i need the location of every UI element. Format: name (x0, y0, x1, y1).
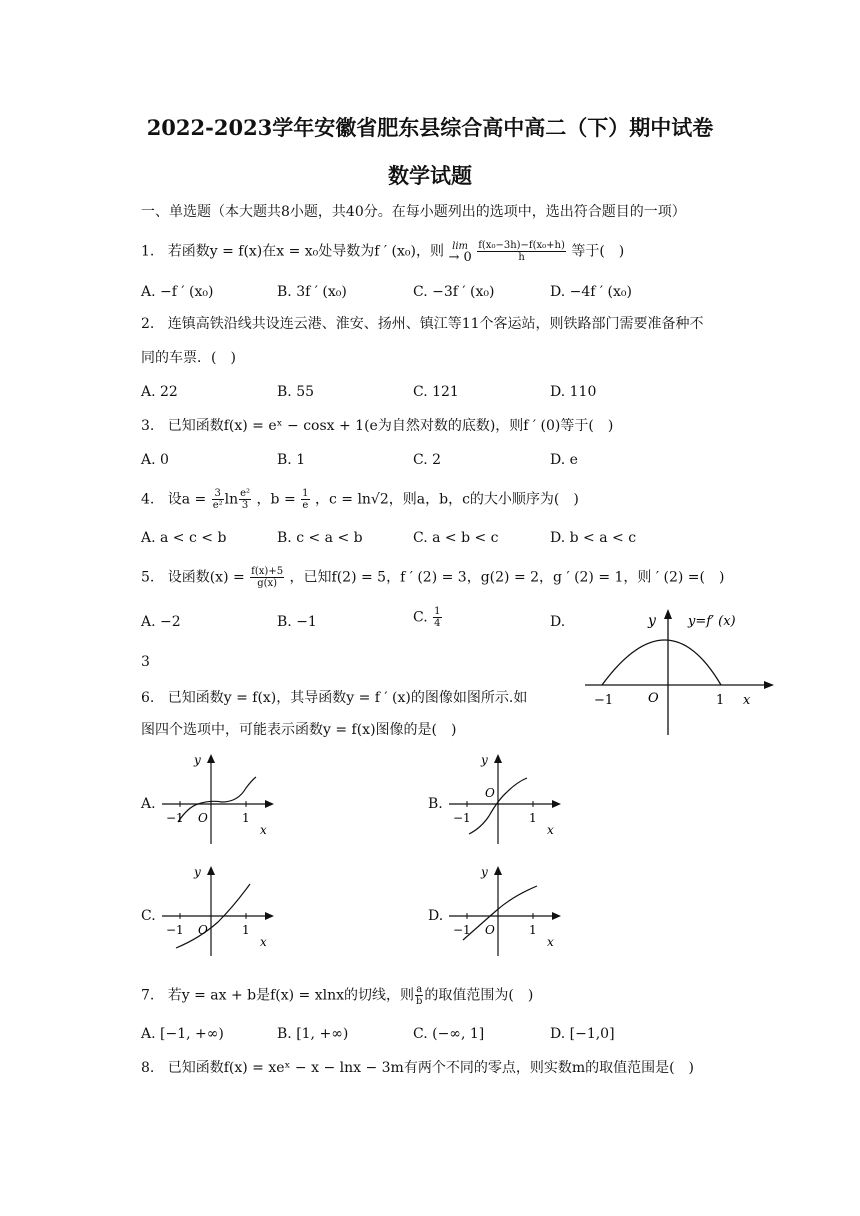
fraction: $\frac{1}{e}$ (302, 488, 309, 511)
question-stem: 已知函数f(x) = eˣ − cosx + 1(e为自然对数的底数)，则f ′ (0)等于( ) (167, 418, 614, 434)
option-c[interactable]: C. (−∞, 1] (413, 1026, 485, 1042)
question-number: 3. (141, 418, 155, 434)
option-b[interactable]: B. −1 (277, 614, 317, 630)
option-d[interactable]: D. (550, 614, 566, 630)
ln-symbol: ln (224, 491, 239, 508)
option-a[interactable]: A. 0 (141, 452, 169, 468)
option-a[interactable]: A. −2 (141, 614, 181, 630)
question-4 (141, 488, 579, 511)
function-label: y=f′ (x) (688, 614, 736, 629)
question-3 (141, 416, 613, 436)
question-stem: 若函数y = f(x)在x = x₀处导数为f ′ (x₀)，则 (167, 243, 444, 260)
svg-text:−1: −1 (166, 811, 184, 825)
svg-text:−1: −1 (453, 811, 471, 825)
option-b[interactable]: B. c < a < b (277, 530, 363, 546)
svg-text:O: O (198, 923, 208, 937)
svg-text:O: O (485, 923, 495, 937)
option-b[interactable]: B. 1 (277, 452, 306, 468)
fraction: $\frac{f(x)+5}{g(x)}$ (251, 566, 284, 589)
question-stem: ，b = (256, 491, 296, 508)
fraction: $\frac{a}{b}$ (416, 984, 423, 1007)
question-stem-continued: 图四个选项中，可能表示函数y = f(x)图像的是( ) (141, 722, 457, 738)
option-d[interactable]: D. (428, 908, 444, 924)
option-d[interactable]: D. b < a < c (550, 530, 637, 546)
question-stem-tail: 的取值范围为( ) (424, 987, 534, 1004)
question-stem: 已知函数f(x) = xeˣ − x − lnx − 3m有两个不同的零点，则实数m的取值范围是( ) (167, 1060, 695, 1076)
question-number: 6. (141, 690, 155, 706)
question-number: 4. (141, 491, 155, 508)
question-stem-tail: 等于( ) (571, 243, 625, 260)
fraction: $\frac{\text{f(x₀−3h)−f(x₀+h)}}{h}$ (478, 240, 565, 263)
option-c[interactable]: C. a < b < c (413, 530, 499, 546)
option-d-value: 3 (141, 654, 150, 670)
y-axis-label: y (648, 613, 656, 629)
svg-text:1: 1 (529, 923, 537, 937)
svg-text:1: 1 (529, 811, 537, 825)
x-axis-label: x (743, 693, 751, 708)
svg-text:y: y (194, 865, 201, 879)
question-6 (141, 688, 527, 708)
limit-expression: lim → 0 (448, 240, 472, 265)
exam-title: 2022-2023学年安徽省肥东县综合高中高二（下）期中试卷 (146, 115, 714, 140)
svg-text:1: 1 (242, 923, 250, 937)
derivative-graph (580, 605, 780, 740)
svg-text:x: x (260, 823, 267, 837)
question-stem-continued: 同的车票．( ) (141, 350, 236, 366)
svg-text:x: x (547, 935, 554, 949)
exam-subtitle: 数学试题 (388, 163, 472, 188)
svg-text:O: O (198, 811, 208, 825)
question-number: 8. (141, 1060, 155, 1076)
svg-text:1: 1 (242, 811, 250, 825)
option-c[interactable]: C. 2 (413, 452, 442, 468)
question-2 (141, 314, 704, 334)
question-stem: 设a = (167, 491, 207, 508)
question-number: 1. (141, 243, 155, 260)
svg-text:x: x (260, 935, 267, 949)
question-number: 2. (141, 316, 155, 332)
tick-label-neg1: −1 (594, 693, 614, 708)
question-stem: 已知函数y = f(x)，其导函数y = f ′ (x)的图像如图所示.如 (167, 690, 528, 706)
option-a[interactable]: A. 22 (141, 384, 178, 400)
option-c[interactable]: C. $\frac{1}{4}$ (413, 606, 441, 629)
origin-label: O (648, 691, 659, 706)
question-stem-tail: ，c = ln√2，则a，b，c的大小顺序为( ) (314, 491, 579, 508)
graph-option-c[interactable] (160, 864, 280, 959)
question-1 (141, 240, 624, 263)
section-heading: 一、单选题（本大题共8小题，共40分。在每小题列出的选项中，选出符合题目的一项） (141, 204, 686, 220)
option-a[interactable]: A. (141, 796, 156, 812)
question-stem-tail: ，已知f(2) = 5，f ′ (2) = 3，g(2) = 2，g ′ (2) = 1，则 ′ (2) =( ) (289, 569, 725, 586)
option-c[interactable]: C. 121 (413, 384, 459, 400)
question-stem: 设函数(x) = (167, 569, 245, 586)
graph-option-d[interactable] (447, 864, 567, 959)
svg-text:−1: −1 (453, 923, 471, 937)
tick-label-1: 1 (716, 693, 725, 708)
graph-option-a[interactable] (160, 752, 280, 847)
svg-text:y: y (481, 865, 488, 879)
option-d[interactable]: D. [−1,0] (550, 1026, 615, 1042)
option-a[interactable]: A. a < c < b (141, 530, 227, 546)
option-b[interactable]: B. [1, +∞) (277, 1026, 349, 1042)
question-stem: 若y = ax + b是f(x) = xlnx的切线，则 (167, 987, 415, 1004)
option-b[interactable]: B. (428, 796, 443, 812)
svg-text:y: y (194, 753, 201, 767)
graph-option-b[interactable] (447, 752, 567, 847)
option-d[interactable]: D. 110 (550, 384, 597, 400)
option-c[interactable]: C. −3f ′ (x₀) (413, 284, 495, 300)
fraction: $\frac{\text{e²}}{3}$ (240, 488, 251, 511)
fraction: $\frac{3}{\text{e²}}$ (212, 488, 223, 511)
option-d[interactable]: D. −4f ′ (x₀) (550, 284, 632, 300)
option-d[interactable]: D. e (550, 452, 578, 468)
question-stem: 连镇高铁沿线共设连云港、淮安、扬州、镇江等11个客运站，则铁路部门需要准备种不 (167, 316, 704, 332)
svg-text:−1: −1 (166, 923, 184, 937)
option-b[interactable]: B. 3f ′ (x₀) (277, 284, 347, 300)
question-7 (141, 984, 533, 1007)
svg-text:y: y (481, 753, 488, 767)
question-5 (141, 566, 724, 589)
option-a[interactable]: A. [−1, +∞) (141, 1026, 224, 1042)
option-c[interactable]: C. (141, 908, 156, 924)
svg-text:O: O (485, 786, 495, 800)
svg-text:x: x (547, 823, 554, 837)
question-8 (141, 1058, 694, 1078)
option-a[interactable]: A. −f ′ (x₀) (141, 284, 214, 300)
question-number: 7. (141, 987, 155, 1004)
question-number: 5. (141, 569, 155, 586)
option-b[interactable]: B. 55 (277, 384, 315, 400)
